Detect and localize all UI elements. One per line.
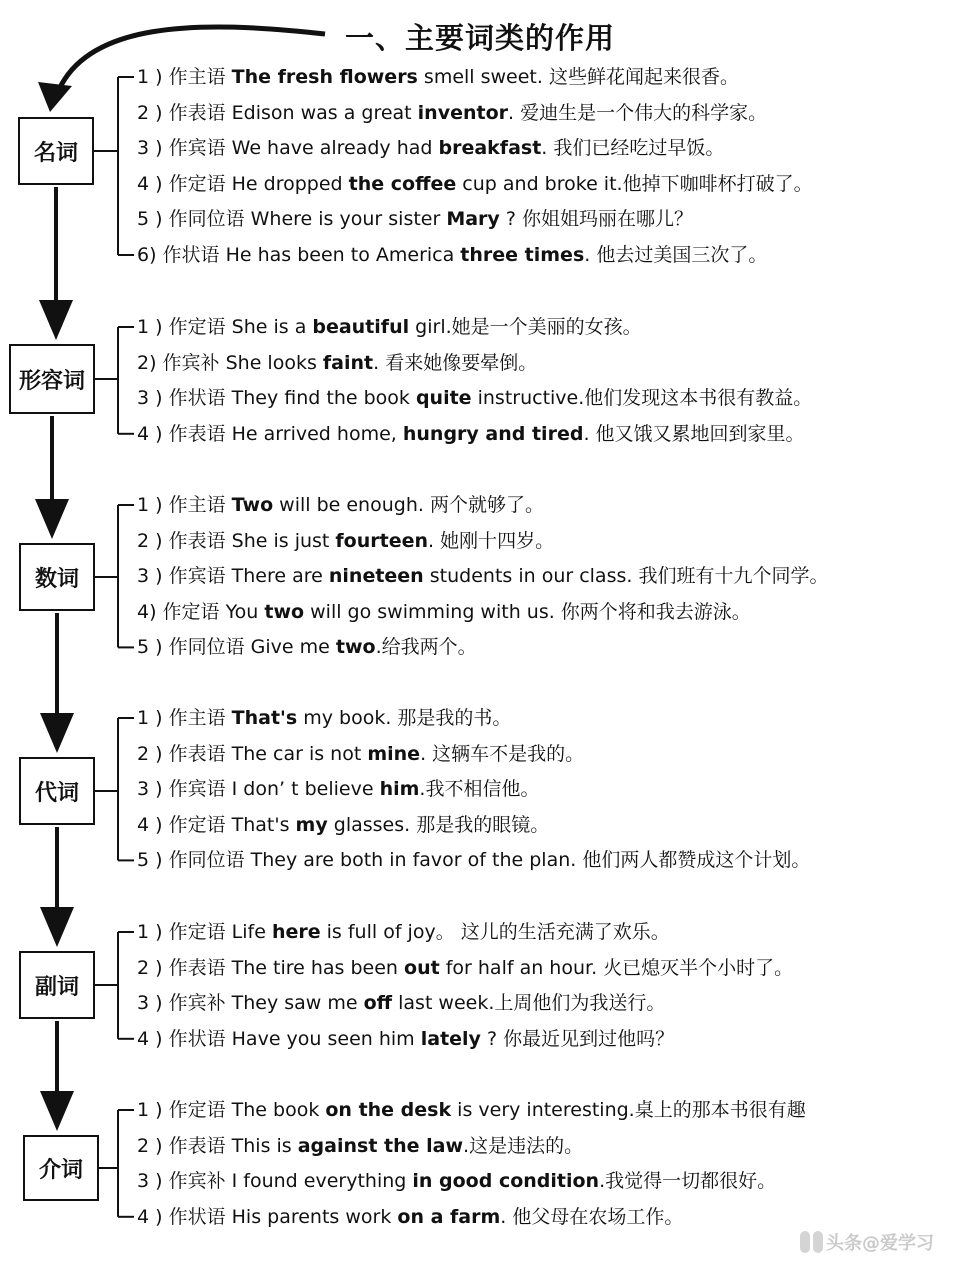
example-line (137, 96, 952, 130)
grammar-role: 作主语 (168, 66, 232, 88)
item-number: 4 ) (137, 813, 169, 836)
grammar-role: 作表语 (168, 742, 232, 765)
item-number: 1 ) (137, 494, 169, 516)
item-number: 1 ) (137, 66, 169, 88)
example-line (137, 701, 952, 735)
example-line (137, 488, 952, 522)
example-line (137, 310, 952, 344)
item-number: 4 ) (137, 1205, 169, 1228)
example-line (137, 1129, 952, 1163)
highlighted-word: him (379, 778, 420, 801)
example-text: The book (231, 1099, 326, 1121)
example-text: . 我们已经吃过早饭。 (541, 137, 725, 160)
example-text: is full of joy。 这儿的生活充满了欢乐。 (320, 921, 670, 943)
example-text: They saw me (231, 992, 364, 1015)
example-line (137, 843, 952, 877)
example-text: will go swimming with us. 你两个将和我去游泳。 (304, 600, 751, 623)
example-text: . 这辆车不是我的。 (420, 742, 585, 765)
item-number: 4 ) (137, 422, 169, 445)
category-box: 名词 (18, 117, 94, 185)
item-number: 5 ) (137, 208, 169, 231)
watermark (800, 1228, 952, 1256)
grammar-role: 作定语 (168, 921, 232, 943)
grammar-role: 作主语 (168, 494, 232, 516)
example-line (137, 559, 952, 593)
highlighted-word: on the desk (325, 1099, 452, 1121)
item-number: 3 ) (137, 992, 169, 1015)
highlighted-word: my (295, 813, 328, 836)
example-text: Edison was a great (231, 101, 418, 124)
category-box: 数词 (19, 543, 95, 611)
item-number: 4) (137, 600, 163, 623)
example-text: You (225, 600, 265, 623)
grammar-role: 作定语 (168, 813, 232, 836)
example-text: .这是违法的。 (463, 1134, 584, 1157)
grammar-role: 作状语 (168, 1027, 232, 1050)
grammar-role: 作定语 (168, 172, 232, 195)
page-title: 一、主要词类的作用 (345, 21, 616, 55)
down-arrow-head (39, 300, 73, 340)
example-text: cup and broke it.他掉下咖啡杯打破了。 (456, 172, 813, 195)
highlighted-word: here (271, 921, 321, 943)
highlighted-word: inventor (417, 101, 509, 124)
grammar-role: 作定语 (168, 1099, 232, 1121)
example-text: The tire has been (231, 956, 405, 979)
example-text: instructive.他们发现这本书很有教益。 (471, 387, 813, 410)
example-text: They find the book (231, 387, 416, 410)
grammar-role: 作表语 (168, 422, 232, 445)
example-line (137, 1164, 952, 1198)
example-text: glasses. 那是我的眼镜。 (327, 813, 550, 836)
highlighted-word: quite (415, 387, 472, 410)
example-text: I don’ t believe (231, 778, 380, 801)
example-line (137, 417, 952, 451)
highlighted-word: in good condition (412, 1170, 600, 1193)
highlighted-word: Mary (446, 208, 500, 231)
highlighted-word: on a farm (397, 1205, 501, 1228)
item-number: 1 ) (137, 707, 169, 729)
example-line (137, 808, 952, 842)
item-number: 1 ) (137, 1099, 169, 1121)
highlighted-word: two (264, 600, 305, 623)
item-number: 2 ) (137, 1134, 169, 1157)
grammar-role: 作宾补 (168, 1170, 232, 1193)
down-arrow-head (40, 713, 74, 753)
highlighted-word: nineteen (328, 565, 424, 588)
example-line (137, 630, 952, 664)
example-text: There are (231, 565, 329, 588)
example-text: . 看来她像要晕倒。 (373, 351, 538, 374)
highlighted-word: The (231, 66, 278, 88)
example-text: for half an hour. 火已熄灭半个小时了。 (439, 956, 794, 979)
example-text: She looks (225, 351, 323, 374)
example-line (137, 167, 952, 201)
example-line (137, 1022, 952, 1056)
grammar-role: 作宾语 (168, 137, 232, 160)
example-text: 这些鲜花闻起来很香。 (548, 66, 739, 88)
grammar-role: 作表语 (168, 529, 232, 552)
example-text: That's (231, 813, 296, 836)
highlighted-word: off (363, 992, 393, 1015)
example-line (137, 772, 952, 806)
grammar-role: 作定语 (162, 600, 226, 623)
watermark-text: 头条@爱学习 (826, 1233, 934, 1254)
example-text: . 爱迪生是一个伟大的科学家。 (508, 101, 768, 124)
item-number: 2 ) (137, 529, 169, 552)
grammar-role: 作宾语 (168, 565, 232, 588)
item-number: 1 ) (137, 921, 169, 943)
example-line (137, 60, 952, 94)
example-text: She is a (231, 316, 313, 338)
grammar-role: 作同位语 (168, 208, 251, 231)
item-number: 3 ) (137, 137, 169, 160)
item-number: 5 ) (137, 849, 169, 872)
example-text: students in our class. 我们班有十九个同学。 (423, 565, 829, 588)
example-text: last week.上周他们为我送行。 (392, 992, 666, 1015)
item-number: 4 ) (137, 1027, 169, 1050)
example-text: Where is your sister (250, 208, 447, 231)
example-text: The car is not (231, 742, 368, 765)
highlighted-word: against the law (297, 1134, 464, 1157)
highlighted-word: the coffee (348, 172, 457, 195)
highlighted-word: lately (420, 1027, 481, 1050)
item-number: 3 ) (137, 1170, 169, 1193)
highlighted-word: fourteen (335, 529, 429, 552)
example-line (137, 381, 952, 415)
grammar-role: 作状语 (168, 387, 232, 410)
example-text: Life (231, 921, 272, 943)
watermark-logo (813, 1231, 823, 1253)
item-number: 2 ) (137, 956, 169, 979)
highlighted-word: three times (460, 244, 585, 266)
grammar-role: 作宾补 (162, 351, 226, 374)
item-number: 5 ) (137, 636, 169, 659)
down-arrow-head (40, 1091, 74, 1131)
grammar-role: 作主语 (168, 707, 232, 729)
grammar-role: 作状语 (168, 1205, 232, 1228)
example-text: . 他父母在农场工作。 (500, 1205, 684, 1228)
example-text: will be enough. 两个就够了。 (273, 494, 544, 516)
item-number: 4 ) (137, 172, 169, 195)
example-text: She is just (231, 529, 336, 552)
example-line (137, 1093, 952, 1127)
item-number: 3 ) (137, 778, 169, 801)
grammar-role: 作同位语 (168, 636, 251, 659)
example-text: .我不相信他。 (419, 778, 540, 801)
watermark-logo (800, 1231, 810, 1253)
example-text: . 他去过美国三次了。 (584, 244, 768, 266)
example-text: ? 你最近见到过他吗？ (480, 1027, 675, 1050)
example-line (137, 346, 952, 380)
example-text: He has been to America (225, 244, 461, 266)
example-line (137, 986, 952, 1020)
grammar-role: 作表语 (168, 1134, 232, 1157)
category-box: 形容词 (9, 344, 95, 414)
example-text: ? 你姐姐玛丽在哪儿？ (499, 208, 693, 231)
category-box: 介词 (23, 1135, 99, 1201)
example-line (137, 595, 952, 629)
curved-arrow-head (38, 82, 72, 112)
item-number: 1 ) (137, 316, 169, 338)
grammar-role: 作同位语 (168, 849, 251, 872)
highlighted-word: beautiful (312, 316, 410, 338)
example-text: smell sweet. (417, 66, 549, 88)
item-number: 2 ) (137, 101, 169, 124)
grammar-role: 作表语 (168, 956, 232, 979)
example-line (137, 951, 952, 985)
example-text: We have already had (231, 137, 439, 160)
item-number: 3 ) (137, 387, 169, 410)
example-line (137, 737, 952, 771)
example-line (137, 524, 952, 558)
example-line (137, 202, 952, 236)
highlighted-word: hungry and tired (402, 422, 584, 445)
highlighted-word: mine (367, 742, 421, 765)
grammar-role: 作宾补 (168, 992, 232, 1015)
example-text: Have you seen him (231, 1027, 421, 1050)
highlighted-word: fresh flowers (277, 66, 418, 88)
example-text: .我觉得一切都很好。 (599, 1170, 777, 1193)
down-arrow-head (40, 907, 74, 947)
example-text: I found everything (231, 1170, 413, 1193)
highlighted-word: faint (322, 351, 374, 374)
highlighted-word: That's (231, 707, 298, 729)
example-text: . 她刚十四岁。 (428, 529, 555, 552)
grammar-role: 作定语 (168, 316, 232, 338)
example-text: .给我两个。 (375, 636, 477, 659)
example-text: This is (231, 1134, 298, 1157)
category-box: 代词 (19, 757, 95, 825)
down-arrow-head (35, 499, 69, 539)
example-text: is very interesting.桌上的那本书很有趣 (451, 1099, 806, 1121)
grammar-role: 作表语 (168, 101, 232, 124)
example-text: Give me (250, 636, 336, 659)
item-number: 2 ) (137, 742, 169, 765)
highlighted-word: Two (231, 494, 274, 516)
example-text: They are both in favor of the plan. 他们两人都赞成这个计划。 (250, 849, 811, 872)
item-number: 2) (137, 351, 163, 374)
highlighted-word: two (335, 636, 376, 659)
example-text: . 他又饿又累地回到家里。 (583, 422, 805, 445)
item-number: 6) (137, 244, 163, 266)
highlighted-word: breakfast (438, 137, 542, 160)
example-line (137, 238, 952, 272)
example-line (137, 131, 952, 165)
grammar-role: 作状语 (162, 244, 226, 266)
example-text: He dropped (231, 172, 349, 195)
example-text: my book. 那是我的书。 (297, 707, 512, 729)
example-text: His parents work (231, 1205, 398, 1228)
example-text: He arrived home, (231, 422, 403, 445)
category-box: 副词 (19, 951, 95, 1019)
item-number: 3 ) (137, 565, 169, 588)
highlighted-word: out (404, 956, 440, 979)
example-text: girl.她是一个美丽的女孩。 (409, 316, 642, 338)
example-line (137, 915, 952, 949)
grammar-role: 作宾语 (168, 778, 232, 801)
